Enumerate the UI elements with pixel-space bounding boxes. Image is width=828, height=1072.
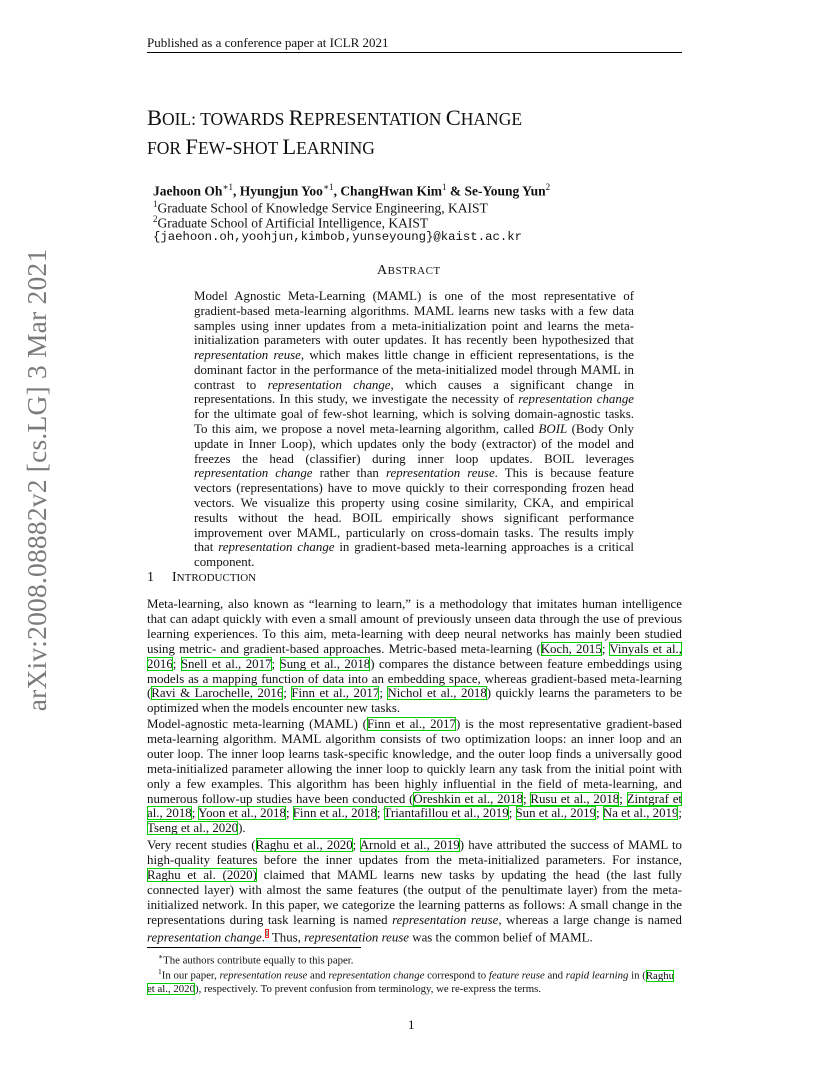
running-header: Published as a conference paper at ICLR 2021 (147, 35, 389, 50)
citation-link[interactable]: Arnold et al., 2019 (359, 838, 460, 852)
paper-title (147, 104, 707, 162)
citation-link[interactable]: Sung et al., 2018 (279, 656, 371, 671)
footnote-link[interactable]: 1 (264, 929, 269, 939)
citation-link[interactable]: Triantafillou et al., 2019 (383, 806, 509, 821)
intro-paragraph-3: Very recent studies (Raghu et al., 2020; Arnold et al., 2019) have attributed the success of MAML to high-quality features before the inner updates from the meta-initialized parameters. For instance, Raghu et al. (2020) claimed that MAML learns new tasks by updating the head (the last fully connected layer) with almost the same features (the output of the penultimate layer) from the meta-initialized network. In this paper, we categorize the learning patterns as follows: A small change in the representations during task learning is named representation reuse, whereas a large change is named representation change.$^1$ Thus, representation reuse was the common belief of MAML. (147, 838, 682, 945)
citation-link[interactable]: Tseng et al., 2020 (147, 821, 239, 836)
citation-link[interactable]: Snell et al., 2017 (180, 656, 272, 671)
citation-link[interactable]: Raghu et al., 2020 (255, 838, 353, 852)
arxiv-stamp-text: arXiv:2008.08882v2 [cs.LG] 3 Mar 2021 (21, 248, 52, 712)
citation-link[interactable]: Raghu et al. (2020) (147, 867, 257, 882)
footnote-1: ∗The authors contribute equally to this paper. (158, 952, 354, 967)
citation-link[interactable]: Finn et al., 2018 (292, 806, 377, 821)
footnote-rule (147, 947, 361, 948)
citation-link[interactable]: Na et al., 2019 (602, 806, 679, 821)
citation-link[interactable]: Rusu et al., 2018 (530, 791, 620, 806)
citation-link[interactable]: Finn et al., 2017 (291, 686, 380, 701)
header-rule (147, 52, 682, 53)
intro-paragraph-2: Model-agnostic meta-learning (MAML) (Finn et al., 2017) is the most representative gradient-based meta-learning algorithm. MAML algorithm consists of two optimization loops: an inner loop and an outer loop. The inner loop learns task-specific knowledge, and the outer loop finds a universally good meta-initialized parameter allowing the inner loop to quickly learn any task from the initial point with only a few examples. This algorithm has been highly influential in the field of meta-learning, and numerous follow-up studies have been conducted (Oreshkin et al., 2018; Rusu et al., 2018; Zintgraf et al., 2018; Yoon et al., 2018; Finn et al., 2018; Triantafillou et al., 2019; Sun et al., 2019; Na et al., 2019; Tseng et al., 2020). (147, 717, 683, 836)
page-number: 1 (408, 1017, 415, 1032)
section-heading-introduction: 1 INTRODUCTION (147, 570, 257, 585)
citation-link[interactable]: Raghu et al., 2020 (147, 969, 675, 995)
citation-link[interactable]: Koch, 2015 (540, 641, 602, 656)
arxiv-stamp (18, 248, 56, 712)
citation-link[interactable]: Finn et al., 2017 (366, 717, 456, 731)
citation-link[interactable]: Nichol et al., 2018 (387, 686, 487, 701)
affiliation-2: $^2$Graduate School of Artificial Intelligence, KAIST (153, 214, 429, 231)
citation-link[interactable]: Ravi & Larochelle, 2016 (151, 686, 284, 701)
intro-paragraph-1: Meta-learning, also known as “learning to learn,” is a methodology that imitates human intelligence that can adapt quickly with even a small amount of previously unseen data through the use of previous learning experiences. To this aim, meta-learning with deep neural networks has mainly been studied using metric- and gradient-based approaches. Metric-based meta-learning (Koch, 2015; Vinyals et al., 2016; Snell et al., 2017; Sung et al., 2018) compares the distance between feature embeddings using models as a mapping function of data into an embedding space, whereas gradient-based meta-learning (Ravi & Larochelle, 2016; Finn et al., 2017; Nichol et al., 2018) quickly learns the parameters to be optimized when the models encounter new tasks. (147, 597, 682, 716)
citation-link[interactable]: Vinyals et al., 2016 (147, 641, 682, 671)
citation-link[interactable]: Yoon et al., 2018 (198, 806, 286, 821)
citation-link[interactable]: Oreshkin et al., 2018 (413, 791, 523, 806)
author-list: Jaehoon $Oh^{∗1}$, Hyungjun Yoo$^{∗1}$, ChangHwan Kim$^1$ & Se-Young Yun$^2$ (153, 182, 551, 199)
abstract-heading: ABSTRACT (377, 263, 441, 278)
affiliation-1: $^1$Graduate School of Knowledge Service Engineering, KAIST (153, 199, 488, 216)
author-emails: {jaehoon.oh,yoohjun,kimbob,yunseyoung}@kaist.ac.kr (153, 230, 522, 244)
footnote-2: $^1$In our paper, representation reuse and representation change correspond to feature reuse and rapid learning in (Raghu et al., 2020), respectively. To prevent confusion from terminology, we re-express the terms. (147, 967, 675, 995)
abstract-body: Model Agnostic Meta-Learning (MAML) is one of the most representative of gradient-based meta-learning algorithms. MAML learns new tasks with a few data samples using inner updates from a meta-initialization point and learns the meta-initialization parameters with outer updates. It has recently been hypothesized that representation reuse, which makes little change in efficient representations, is the dominant factor in the performance of the meta-initialized model through MAML in contrast to representation change, which causes a significant change in representations. In this study, we investigate the necessity of representation change for the ultimate goal of few-shot learning, which is solving domain-agnostic tasks. To this aim, we propose a novel meta-learning algorithm, called BOIL (Body Only update in Inner Loop), which updates only the body (extractor) of the model and freezes the head (classifier) during inner loop updates. BOIL leverages representation change rather than representation reuse. This is because feature vectors (representations) have to move quickly to their corresponding frozen head vectors. We visualize this property using cosine similarity, CKA, and empirical results without the head. BOIL empirically shows significant performance improvement over MAML, particularly on cross-domain tasks. The results imply that representation change in gradient-based meta-learning approaches is a critical component. (194, 289, 634, 570)
title-line-1: BOIL: TOWARDS REPRESENTATION CHANGE (147, 105, 523, 130)
citation-link[interactable]: Zintgraf et al., 2018 (147, 791, 683, 821)
citation-link[interactable]: Sun et al., 2019 (515, 806, 597, 821)
title-line-2: FOR FEW-SHOT LEARNING (147, 134, 375, 159)
